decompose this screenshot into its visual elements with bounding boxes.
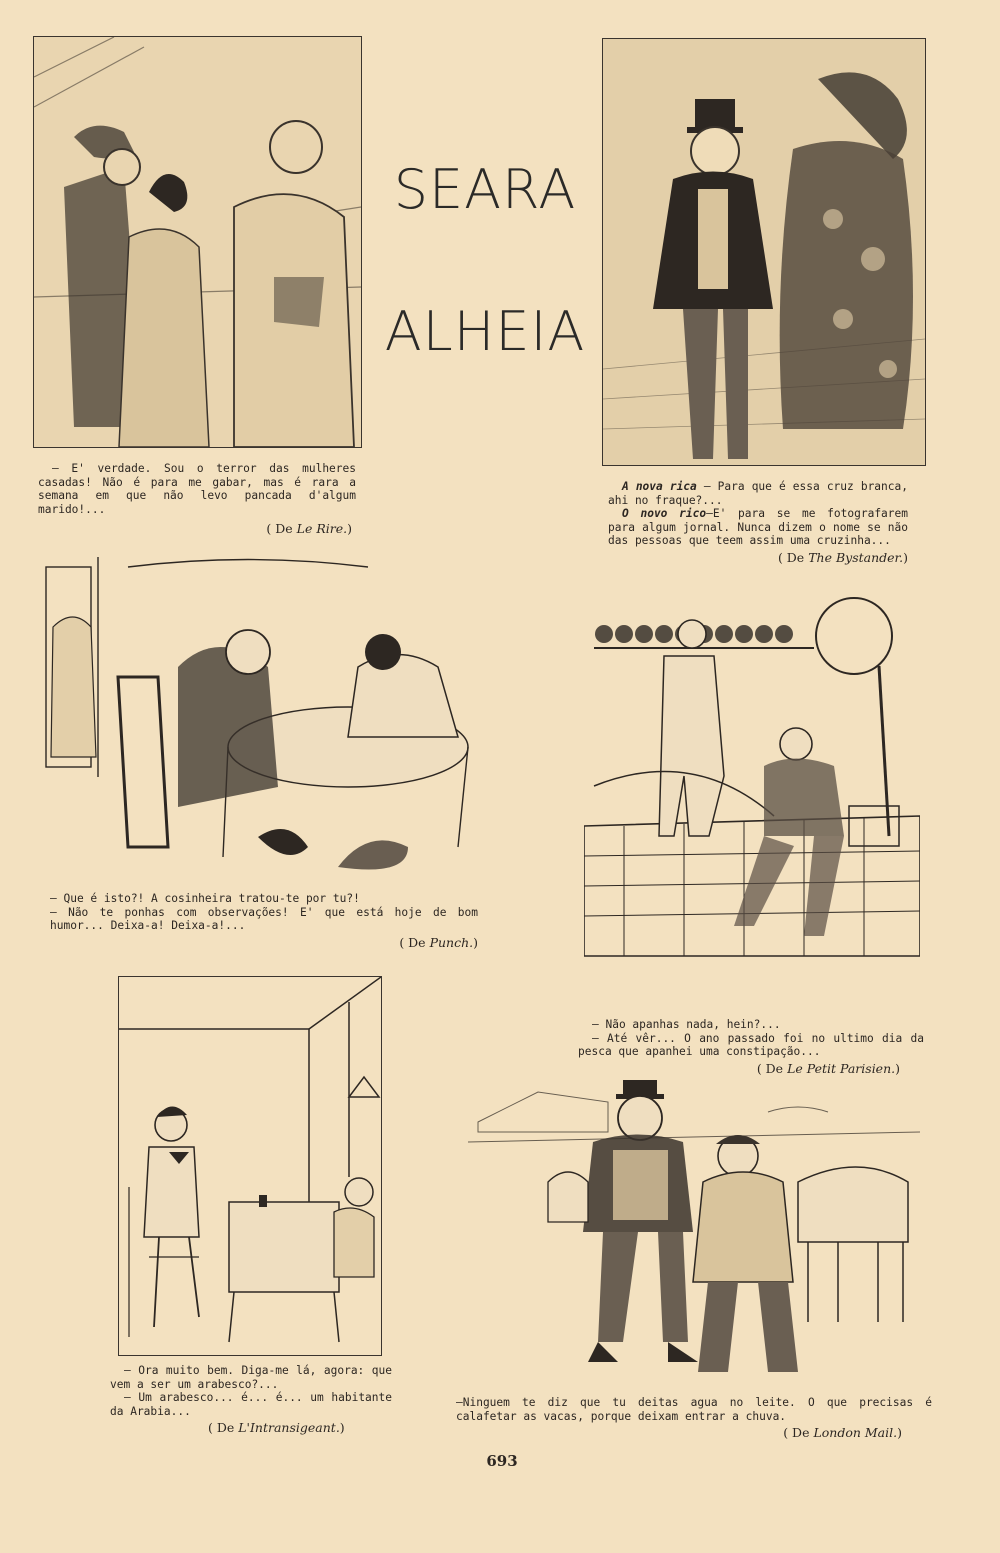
caption-london-mail bbox=[456, 1396, 932, 1440]
caption-intransigeant bbox=[110, 1364, 392, 1435]
source-suffix: ) bbox=[473, 934, 478, 950]
source-name: Punch. bbox=[429, 934, 474, 950]
source-name: The Bystander. bbox=[808, 549, 904, 565]
cartoon-illustration-punch bbox=[38, 557, 486, 885]
cartoon-illustration-bystander bbox=[602, 38, 926, 466]
source-name: L'Intransigeant. bbox=[238, 1420, 340, 1435]
caption-source bbox=[38, 522, 352, 536]
source-prefix: ( De bbox=[208, 1420, 239, 1435]
caption-source bbox=[110, 1421, 392, 1435]
caption-line: —Ninguem te diz que tu deitas agua no leite. O que precisas é calafetar as vacas, porque deixam entrar a chuva. bbox=[456, 1396, 932, 1423]
caption-line: — E' verdade. Sou o terror das mulheres casadas! Não é para me gabar, mas é rara a semana em que não levo pancada d'algum marido!... bbox=[38, 462, 356, 516]
caption-source bbox=[456, 1426, 902, 1440]
source-prefix: ( De bbox=[399, 934, 430, 950]
source-suffix: ) bbox=[895, 1060, 900, 1076]
caption-source bbox=[608, 551, 908, 565]
caption-line: — Um arabesco... é... é... um habitante da Arabia... bbox=[110, 1391, 392, 1418]
caption-petit-parisien bbox=[578, 1018, 924, 1075]
speaker-label: O novo rico bbox=[622, 507, 707, 520]
caption-le-rire bbox=[38, 462, 356, 536]
source-suffix: ) bbox=[347, 521, 352, 536]
page-title-line1: SEARA bbox=[393, 158, 577, 221]
caption-line: — Não apanhas nada, hein?... bbox=[592, 1018, 781, 1031]
caption-line: — Até vêr... O ano passado foi no ultimo dia da pesca que apanhei uma constipação... bbox=[578, 1031, 924, 1058]
cartoon-illustration-london-mail bbox=[468, 1072, 920, 1390]
caption-line: — Ora muito bem. Diga-me lá, agora: que vem a ser um arabesco?... bbox=[110, 1364, 392, 1391]
source-prefix: ( De bbox=[756, 1060, 788, 1076]
caption-punch bbox=[50, 892, 478, 949]
caption-dialogue-1 bbox=[608, 480, 908, 507]
source-name: London Mail. bbox=[813, 1425, 898, 1440]
cartoon-illustration-le-rire bbox=[33, 36, 362, 448]
source-prefix: ( De bbox=[266, 521, 297, 536]
page-title-line2: ALHEIA bbox=[384, 300, 586, 363]
caption-source bbox=[50, 936, 478, 950]
caption-line: —E' para se me fotografarem para algum jornal. Nunca dizem o nome se não das pessoas que teem assim uma cruzinha... bbox=[608, 507, 908, 547]
source-name: Le Petit Parisien. bbox=[787, 1060, 896, 1076]
caption-line: — Não te ponhas com observações! E' que está hoje de bom humor... Deixa-a! Deixa-a!... bbox=[50, 905, 478, 932]
caption-bystander bbox=[608, 480, 908, 564]
source-prefix: ( De bbox=[777, 549, 809, 565]
source-prefix: ( De bbox=[783, 1425, 814, 1440]
page-number: 693 bbox=[486, 1452, 518, 1470]
source-suffix: ) bbox=[903, 549, 908, 565]
caption-line: — Que é isto?! A cosinheira tratou-te por tu?! bbox=[50, 892, 360, 905]
speaker-label: A nova rica bbox=[622, 480, 697, 493]
caption-dialogue-2 bbox=[608, 507, 908, 548]
cartoon-illustration-petit-parisien bbox=[584, 576, 920, 1000]
source-name: Le Rire. bbox=[296, 521, 348, 536]
source-suffix: ) bbox=[897, 1425, 902, 1440]
caption-line: — Para que é essa cruz branca, ahi no fraque?... bbox=[608, 480, 908, 507]
source-suffix: ) bbox=[339, 1420, 345, 1435]
cartoon-illustration-intransigeant bbox=[118, 976, 382, 1356]
